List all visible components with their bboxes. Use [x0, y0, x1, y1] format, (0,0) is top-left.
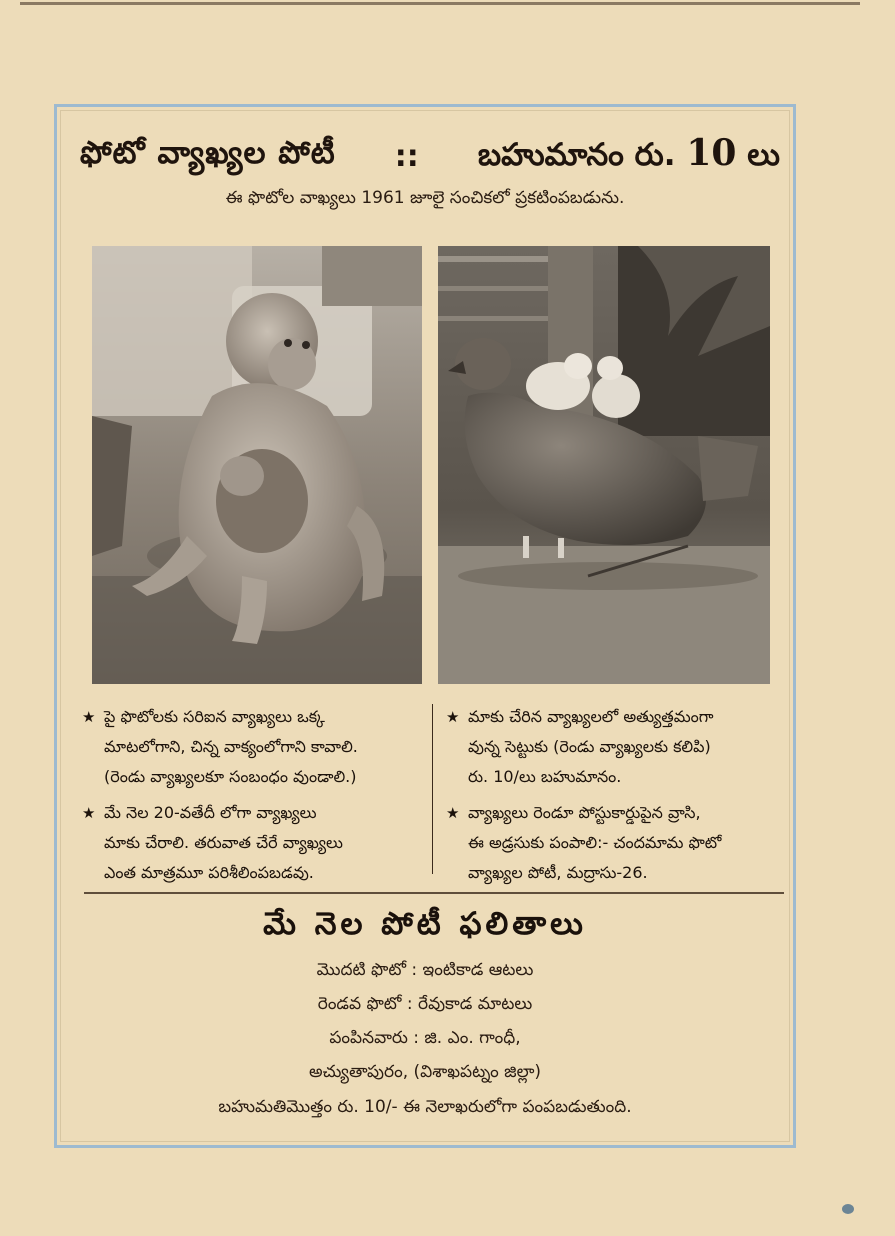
- publication-note: ఈ ఫొటోల వాఖ్యలు 1961 జూలై సంచికలో ప్రకటింపబడును.: [225, 188, 625, 208]
- result-address: అచ్యుతాపురం, (విశాఖపట్నం జిల్లా): [308, 1062, 542, 1082]
- title-separator: ::: [394, 138, 419, 174]
- rule-text: మే నెల 20-వతేదీ లోగా వ్యాఖ్యలు మాకు చేరాలి. తరువాత చేరే వ్యాఖ్యలు ఎంత మాత్రమూ పరిశీలింపబడవు.: [104, 803, 343, 882]
- hen-photo: [438, 246, 770, 684]
- page-top-edge: [20, 2, 860, 5]
- section-divider: [84, 892, 784, 894]
- page-corner-mark: [842, 1204, 854, 1214]
- result-first-photo: మొదటి ఫొటో : ఇంటికాడ ఆటలు: [316, 960, 534, 980]
- monkey-photo: [92, 246, 422, 684]
- monkey-photo-illustration: [92, 246, 422, 684]
- result-second-photo: రెండవ ఫొటో : రేవుకాడ మాటలు: [317, 994, 533, 1014]
- star-bullet-icon: ★: [446, 804, 460, 822]
- rule-text: పై ఫొటోలకు సరిఐన వ్యాఖ్యలు ఒక్క మాటలోగాని, చిన్న వాక్యంలోగాని కావాలి. (రెండు వ్యాఖ్యలకూ సంబంధం వుండాలి.): [104, 707, 358, 786]
- results-heading: మే నెల పోటీ ఫలితాలు: [263, 906, 587, 942]
- result-sender: పంపినవారు : జి. ఎం. గాంధీ,: [329, 1028, 521, 1048]
- prize-amount: 10: [686, 132, 737, 174]
- rule-text: మాకు చేరిన వ్యాఖ్యలలో అత్యుత్తమంగా వున్న సెట్టుకు (రెండు వ్యాఖ్యలకు కలిపి) రు. 10/లు బహుమానం.: [468, 707, 714, 786]
- rule-item: [82, 798, 427, 888]
- rules-right-column: [446, 702, 786, 894]
- hen-photo-illustration: [438, 246, 770, 684]
- rule-item: [446, 798, 786, 888]
- star-bullet-icon: ★: [446, 708, 460, 726]
- prize-prefix: బహుమానం రు.: [477, 137, 676, 173]
- result-prize-note: బహుమతిమొత్తం రు. 10/- ఈ నెలాఖరులోగా పంపబడుతుంది.: [218, 1097, 632, 1117]
- rule-text: వ్యాఖ్యలు రెండూ పోస్టుకార్డుపైన వ్రాసి, ఈ అడ్రసుకు పంపాలి:- చందమామ ఫొటో వ్యాఖ్యల పోటీ, మద్రాసు-26.: [468, 803, 722, 882]
- contest-header: [80, 128, 780, 184]
- rule-item: [446, 702, 786, 792]
- prize-suffix: లు: [747, 137, 780, 173]
- prize-heading: [478, 132, 780, 180]
- rules-left-column: [82, 702, 427, 894]
- star-bullet-icon: ★: [82, 708, 96, 726]
- star-bullet-icon: ★: [82, 804, 96, 822]
- column-divider: [432, 704, 433, 874]
- rule-item: [82, 702, 427, 792]
- contest-title: ఫోటో వ్యాఖ్యల పోటీ: [80, 134, 336, 171]
